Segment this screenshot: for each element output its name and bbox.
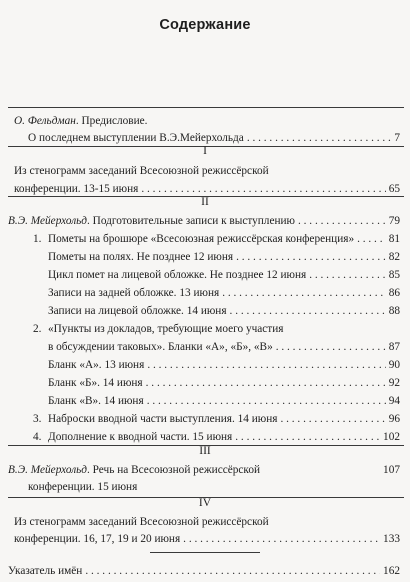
page-number: 90 (388, 359, 400, 371)
page-number: 107 (383, 464, 400, 476)
dot-leader (85, 562, 380, 580)
toc-entry-subitem[interactable] (48, 284, 400, 302)
toc-entry-section-2[interactable] (8, 212, 400, 230)
divider-top (8, 107, 404, 108)
dot-leader (276, 338, 386, 356)
toc-entry-item-3[interactable] (48, 410, 400, 428)
preface-heading (14, 112, 148, 130)
subitem-text: Записи на лицевой обложке. 14 июня (48, 305, 227, 317)
subitem-text: Записи на задней обложке. 13 июня (48, 287, 220, 299)
section-1-line2: конференции. 13-15 июня (14, 183, 139, 195)
dot-leader (183, 530, 380, 548)
toc-entry-subitem[interactable] (48, 248, 400, 266)
page-number: 162 (383, 565, 400, 577)
toc-entry-blank[interactable] (48, 374, 400, 392)
section-4-line1: Из стенограмм заседаний Всесоюзной режиссёрской (14, 516, 269, 528)
subitem-text: Пометы на полях. Не позднее 12 июня (48, 251, 234, 263)
page-number: 85 (388, 269, 400, 281)
dot-leader (280, 410, 385, 428)
dot-leader (222, 284, 386, 302)
section-1-line1: Из стенограмм заседаний Всесоюзной режиссёрской (14, 165, 269, 177)
page-number: 81 (388, 233, 400, 245)
section-3-title: . Речь на Всесоюзной режиссёрской (87, 464, 261, 476)
toc-entry-subitem[interactable] (48, 266, 400, 284)
subitem-text: Цикл помет на лицевой обложке. Не позднее 12 июня (48, 269, 307, 281)
section-numeral-1: I (203, 145, 207, 157)
dot-leader (357, 230, 386, 248)
item-2-line2: в обсуждении таковых». Бланки «А», «Б», «В» (48, 341, 273, 353)
section-numeral-3: III (199, 445, 211, 457)
page-number: 7 (394, 132, 400, 144)
item-4-text: Дополнение к вводной части. 15 июня (48, 431, 233, 443)
item-number-2: 2. (33, 323, 42, 335)
section-2-author: В.Э. Мейерхольд (8, 215, 88, 227)
page-number: 96 (388, 413, 400, 425)
dot-leader (298, 212, 386, 230)
toc-entry-item-1[interactable] (48, 230, 400, 248)
item-text: Пометы на брошюре «Всесоюзная режиссёрская конференция» (48, 233, 355, 245)
blank-text: Бланк «В». 14 июня (48, 395, 144, 407)
page-title: Содержание (159, 17, 251, 33)
page-number: 86 (388, 287, 400, 299)
section-3-heading (8, 461, 260, 479)
page-number: 92 (388, 377, 400, 389)
dot-leader (147, 356, 385, 374)
toc-entry-section-4[interactable] (14, 530, 400, 548)
page-number: 79 (388, 215, 400, 227)
page-number: 94 (388, 395, 400, 407)
blank-text: Бланк «Б». 14 июня (48, 377, 143, 389)
toc-entry-index[interactable] (8, 562, 400, 580)
item-2-line1: «Пункты из докладов, требующие моего участия (48, 323, 284, 335)
toc-entry-blank[interactable] (48, 392, 400, 410)
page-number: 87 (388, 341, 400, 353)
toc-entry-blank[interactable] (48, 356, 400, 374)
preface-author: О. Фельдман (14, 115, 76, 127)
page-number: 82 (388, 251, 400, 263)
blank-text: Бланк «А». 13 июня (48, 359, 145, 371)
page-number: 133 (383, 533, 400, 545)
page-number: 102 (383, 431, 400, 443)
section-2-title: . Подготовительные записи к выступлению (87, 215, 295, 227)
section-4-line2: конференции. 16, 17, 19 и 20 июня (14, 533, 181, 545)
toc-entry-item-4[interactable] (48, 428, 400, 446)
toc-entry-subitem[interactable] (48, 302, 400, 320)
item-number-3: 3. (33, 413, 42, 425)
dot-leader (146, 374, 386, 392)
dot-leader (147, 392, 386, 410)
section-3-line2: конференции. 15 июня (28, 481, 138, 493)
item-number-4: 4. (33, 431, 42, 443)
index-text: Указатель имён (8, 565, 83, 577)
divider-short (150, 552, 260, 553)
section-numeral-4: IV (198, 497, 212, 509)
preface-title: . Предисловие. (75, 115, 148, 127)
toc-entry-item-2[interactable] (48, 338, 400, 356)
preface-subtitle: О последнем выступлении В.Э.Мейерхольда (28, 132, 244, 144)
dot-leader (230, 302, 386, 320)
section-numeral-2: II (201, 196, 209, 208)
dot-leader (309, 266, 386, 284)
section-3-author: В.Э. Мейерхольд (8, 464, 88, 476)
dot-leader (235, 428, 380, 446)
page-number: 65 (388, 183, 400, 195)
section-2-heading (8, 212, 295, 230)
item-3-text: Наброски вводной части выступления. 14 июня (48, 413, 278, 425)
page-number: 88 (388, 305, 400, 317)
item-number-1: 1. (33, 233, 42, 245)
dot-leader (236, 248, 386, 266)
